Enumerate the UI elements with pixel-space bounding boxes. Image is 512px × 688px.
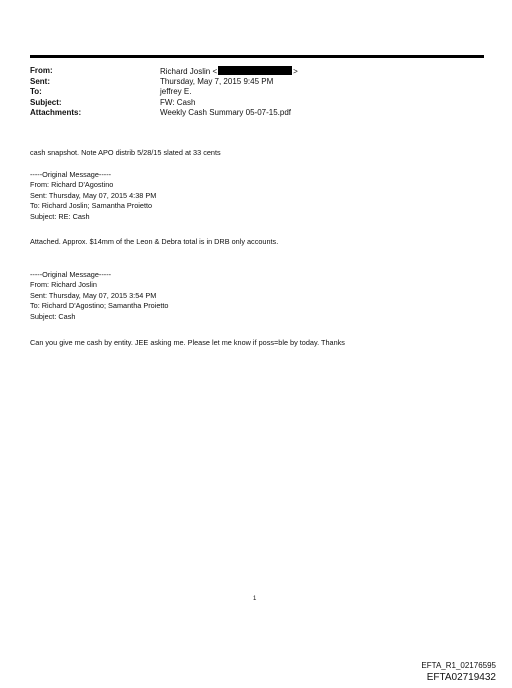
header-rule	[30, 55, 484, 58]
attachments-label: Attachments:	[30, 108, 82, 117]
intro-text: cash snapshot. Note APO distrib 5/28/15 slated at 33 cents	[30, 148, 221, 157]
msg2-from: From: Richard Joslin	[30, 280, 97, 290]
from-label: From:	[30, 66, 53, 75]
header-row-subject	[30, 98, 490, 109]
intro-paragraph	[30, 148, 490, 158]
attachments-value[interactable]: Weekly Cash Summary 05-07-15.pdf	[160, 108, 292, 117]
bates-number-secondary: EFTA02719432	[426, 672, 496, 683]
sent-label: Sent:	[30, 76, 50, 86]
msg1-separator: -----Original Message-----	[30, 170, 112, 179]
msg2-to: To: Richard D'Agostino; Samantha Proietto	[30, 301, 169, 311]
header-row-from	[30, 66, 490, 77]
email-header	[30, 66, 490, 119]
msg2-sent: Sent: Thursday, May 07, 2015 3:54 PM	[30, 290, 157, 300]
sent-value: Thursday, May 7, 2015 9:45 PM	[160, 76, 274, 86]
redaction-block	[218, 66, 292, 75]
from-value	[160, 66, 490, 77]
page-number: 1	[253, 596, 257, 602]
msg1-sent: Sent: Thursday, May 07, 2015 4:38 PM	[30, 190, 157, 200]
msg1-text: Attached. Approx. $14mm of the Leon & Debra total is in DRB only accounts.	[30, 237, 279, 246]
to-value: jeffrey E.	[160, 87, 192, 96]
bates-number-primary: EFTA_R1_02176595	[421, 661, 496, 670]
msg1-from: From: Richard D'Agostino	[30, 180, 114, 190]
msg1-body	[30, 237, 490, 247]
header-row-attachments	[30, 108, 490, 119]
msg2-separator: -----Original Message-----	[30, 270, 112, 279]
header-row-sent	[30, 77, 490, 88]
from-value-suffix: >	[293, 67, 298, 76]
header-row-to	[30, 87, 490, 98]
msg1-subject: Subject: RE: Cash	[30, 211, 90, 221]
subject-label: Subject:	[30, 97, 62, 107]
subject-value: FW: Cash	[160, 97, 196, 107]
to-label: To:	[30, 87, 42, 96]
msg1-to: To: Richard Joslin; Samantha Proietto	[30, 201, 153, 211]
from-value-prefix: Richard Joslin <	[160, 67, 218, 76]
original-message-1	[30, 170, 490, 222]
original-message-2	[30, 270, 490, 322]
msg2-body	[30, 338, 490, 348]
msg2-text: Can you give me cash by entity. JEE asking me. Please let me know if poss=ble by today. Thanks	[30, 338, 345, 347]
msg2-subject: Subject: Cash	[30, 311, 76, 321]
